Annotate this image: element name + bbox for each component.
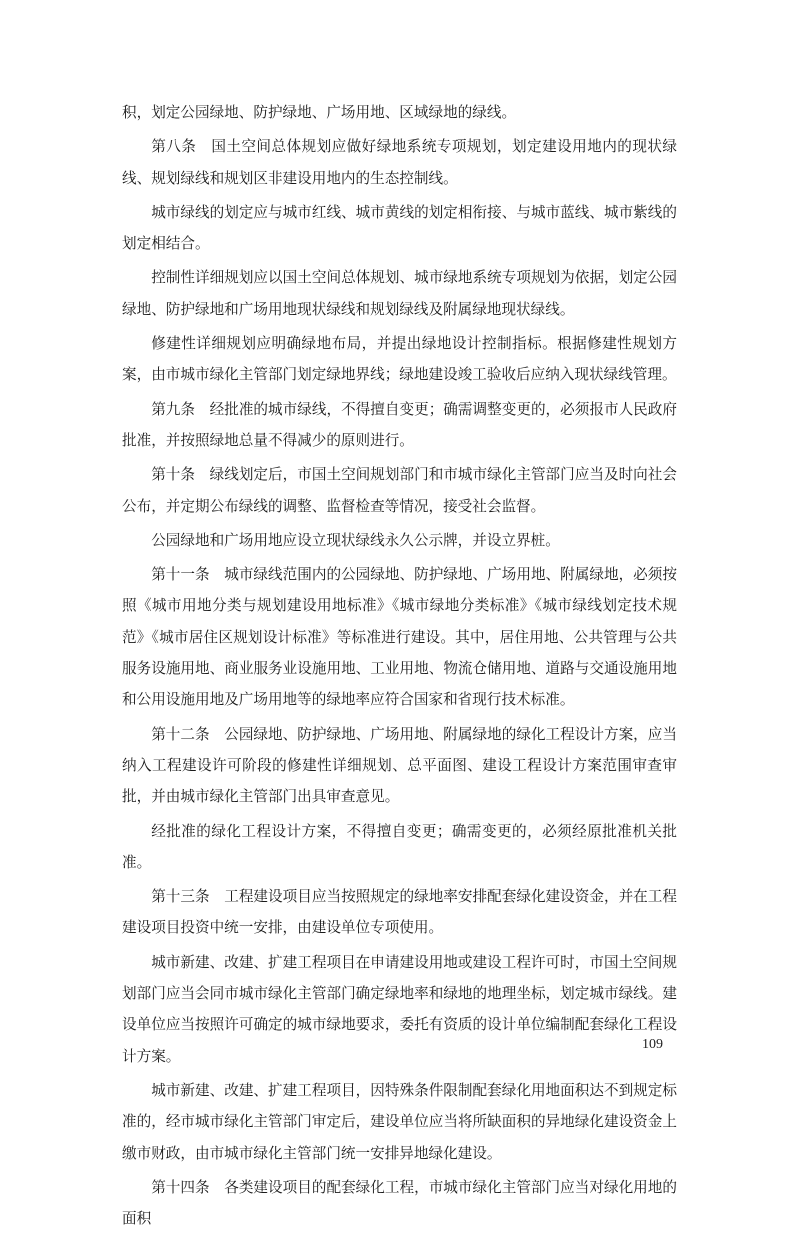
paragraph: 城市新建、改建、扩建工程项目在申请建设用地或建设工程许可时，市国土空间规划部门应当会同市城市绿化主管部门确定绿地率和绿地的地理坐标，划定城市绿线。建设单位应当按照许可确定的城市绿地要求，委托有资质的设计单位编制配套绿化工程设计方案。 — [122, 953, 677, 1065]
paragraph-article-13: 第十三条 工程建设项目应当按照规定的绿地率安排配套绿化建设资金，并在工程建设项目投资中统一安排，由建设单位专项使用。 — [122, 888, 677, 937]
paragraph-article-11: 第十一条 城市绿线范围内的公园绿地、防护绿地、广场用地、附属绿地，必须按照《城市用地分类与规划建设用地标准》《城市绿地分类标准》《城市绿线划定技术规范》《城市居住区规划设计标准》等标准进行建设。其中，居住用地、公共管理与公共服务设施用地、商业服务业设施用地、工业用地、物流仓储用地、道路与交通设施用地和公用设施用地及广场用地等的绿地率应符合国家和省现行技术标准。 — [122, 566, 677, 709]
paragraph: 城市新建、改建、扩建工程项目，因特殊条件限制配套绿化用地面积达不到规定标准的，经市城市绿化主管部门审定后，建设单位应当将所缺面积的异地绿化建设资金上缴市财政，由市城市绿化主管部门统一安排异地绿化建设。 — [122, 1081, 677, 1162]
paragraph-article-9: 第九条 经批准的城市绿线，不得擅自变更；确需调整变更的，必须报市人民政府批准，并按照绿地总量不得减少的原则进行。 — [122, 400, 677, 449]
document-body — [122, 97, 677, 1237]
paragraph: 经批准的绿化工程设计方案，不得擅自变更；确需变更的，必须经原批准机关批准。 — [122, 822, 677, 871]
paragraph: 城市绿线的划定应与城市红线、城市黄线的划定相衔接、与城市蓝线、城市紫线的划定相结合。 — [122, 203, 677, 253]
paragraph-article-14: 第十四条 各类建设项目的配套绿化工程，市城市绿化主管部门应当对绿化用地的面积 — [122, 1178, 677, 1228]
page-number: 109 — [642, 1037, 663, 1052]
paragraph-article-8: 第八条 国土空间总体规划应做好绿地系统专项规划，划定建设用地内的现状绿线、规划绿线和规划区非建设用地内的生态控制线。 — [122, 138, 677, 187]
paragraph: 积，划定公园绿地、防护绿地、广场用地、区域绿地的绿线。 — [122, 104, 517, 121]
paragraph: 公园绿地和广场用地应设立现状绿线永久公示牌，并设立界桩。 — [151, 531, 560, 549]
paragraph: 控制性详细规划应以国土空间总体规划、城市绿地系统专项规划为依据，划定公园绿地、防护绿地和广场用地现状绿线和规划绿线及附属绿地现状绿线。 — [122, 269, 677, 318]
paragraph: 修建性详细规划应明确绿地布局，并提出绿地设计控制指标。根据修建性规划方案，由市城市绿化主管部门划定绿地界线；绿地建设竣工验收后应纳入现状绿线管理。 — [122, 335, 677, 384]
paragraph-article-10: 第十条 绿线划定后，市国土空间规划部门和市城市绿化主管部门应当及时向社会公布，并定期公布绿线的调整、监督检查等情况，接受社会监督。 — [122, 466, 677, 515]
paragraph-article-12: 第十二条 公园绿地、防护绿地、广场用地、附属绿地的绿化工程设计方案，应当纳入工程建设许可阶段的修建性详细规划、总平面图、建设工程设计方案范围审查审批，并由城市绿化主管部门出具审查意见。 — [122, 725, 677, 806]
